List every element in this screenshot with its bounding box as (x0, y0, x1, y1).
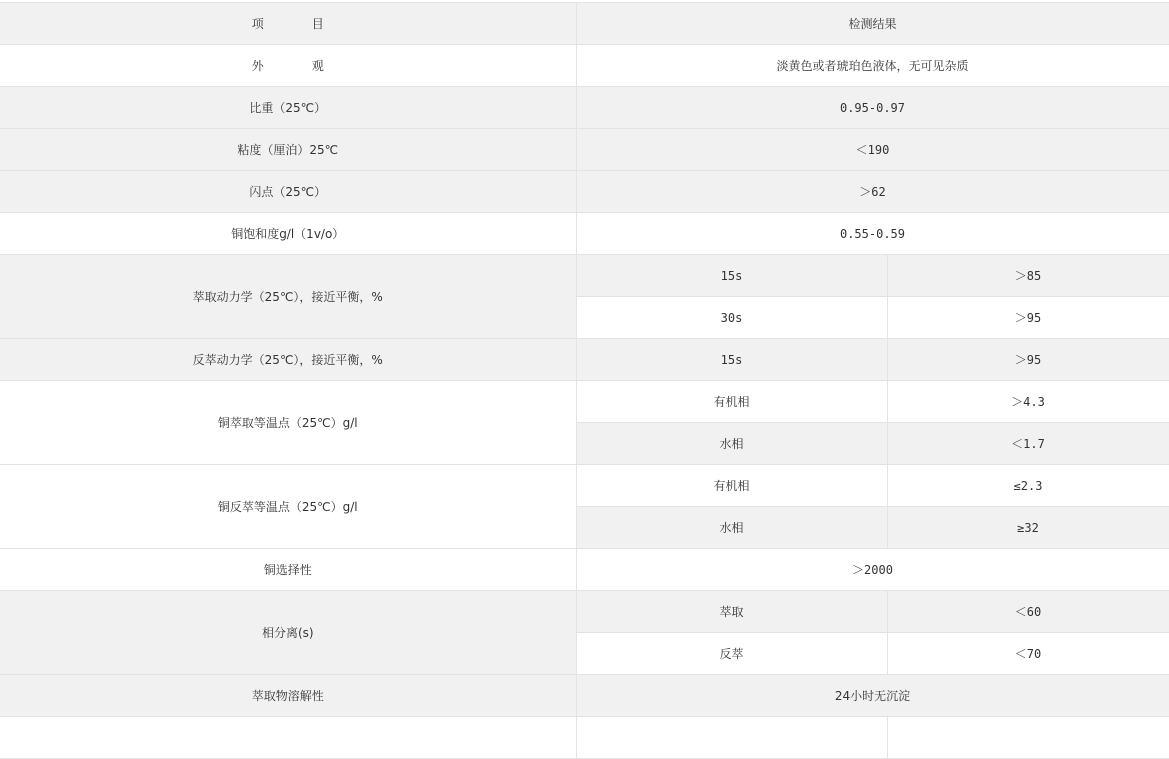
table-row (0, 339, 1169, 381)
extraction-kinetics-condition: 30s (576, 297, 887, 339)
phase-separation-condition: 反萃 (576, 633, 887, 675)
copper-selectivity-value: ＞2000 (576, 549, 1169, 591)
phase-separation-value: ＜60 (887, 591, 1169, 633)
empty-cell (887, 717, 1169, 759)
table-row (0, 171, 1169, 213)
copper-saturation-value: 0.55-0.59 (576, 213, 1169, 255)
table-row (0, 213, 1169, 255)
table-header-row (0, 3, 1169, 45)
table-row (0, 675, 1169, 717)
extraction-kinetics-value: ＞85 (887, 255, 1169, 297)
specific-gravity-value: 0.95-0.97 (576, 87, 1169, 129)
stripping-isotherm-label: 铜反萃等温点（25℃）g/l (0, 465, 576, 549)
table-row (0, 255, 1169, 297)
flash-point-value: ＞62 (576, 171, 1169, 213)
stripping-isotherm-condition: 水相 (576, 507, 887, 549)
phase-separation-condition: 萃取 (576, 591, 887, 633)
stripping-isotherm-value: ≥32 (887, 507, 1169, 549)
stripping-kinetics-condition: 15s (576, 339, 887, 381)
viscosity-value: ＜190 (576, 129, 1169, 171)
copper-saturation-label: 铜饱和度g/l（1v/o） (0, 213, 576, 255)
appearance-value: 淡黄色或者琥珀色液体，无可见杂质 (576, 45, 1169, 87)
header-result: 检测结果 (576, 3, 1169, 45)
viscosity-label: 粘度（厘泊）25℃ (0, 129, 576, 171)
header-item: 项 目 (0, 3, 576, 45)
table-row (0, 381, 1169, 423)
extraction-isotherm-condition: 有机相 (576, 381, 887, 423)
extraction-isotherm-label: 铜萃取等温点（25℃）g/l (0, 381, 576, 465)
copper-selectivity-label: 铜选择性 (0, 549, 576, 591)
phase-separation-value: ＜70 (887, 633, 1169, 675)
stripping-kinetics-label: 反萃动力学（25℃），接近平衡，% (0, 339, 576, 381)
extraction-isotherm-value: ＞4.3 (887, 381, 1169, 423)
extraction-isotherm-value: ＜1.7 (887, 423, 1169, 465)
phase-separation-label: 相分离(s) (0, 591, 576, 675)
table-row (0, 465, 1169, 507)
table-row (0, 549, 1169, 591)
table-row (0, 129, 1169, 171)
extraction-kinetics-label: 萃取动力学（25℃），接近平衡，% (0, 255, 576, 339)
extraction-isotherm-condition: 水相 (576, 423, 887, 465)
extraction-kinetics-condition: 15s (576, 255, 887, 297)
extract-solubility-label: 萃取物溶解性 (0, 675, 576, 717)
spec-table (0, 2, 1169, 759)
empty-cell (0, 717, 576, 759)
stripping-isotherm-value: ≤2.3 (887, 465, 1169, 507)
table-row-empty (0, 717, 1169, 759)
flash-point-label: 闪点（25℃） (0, 171, 576, 213)
appearance-label: 外 观 (0, 45, 576, 87)
table-row (0, 45, 1169, 87)
table-row (0, 591, 1169, 633)
stripping-kinetics-value: ＞95 (887, 339, 1169, 381)
extract-solubility-value: 24小时无沉淀 (576, 675, 1169, 717)
table-row (0, 87, 1169, 129)
extraction-kinetics-value: ＞95 (887, 297, 1169, 339)
specific-gravity-label: 比重（25℃） (0, 87, 576, 129)
empty-cell (576, 717, 887, 759)
stripping-isotherm-condition: 有机相 (576, 465, 887, 507)
